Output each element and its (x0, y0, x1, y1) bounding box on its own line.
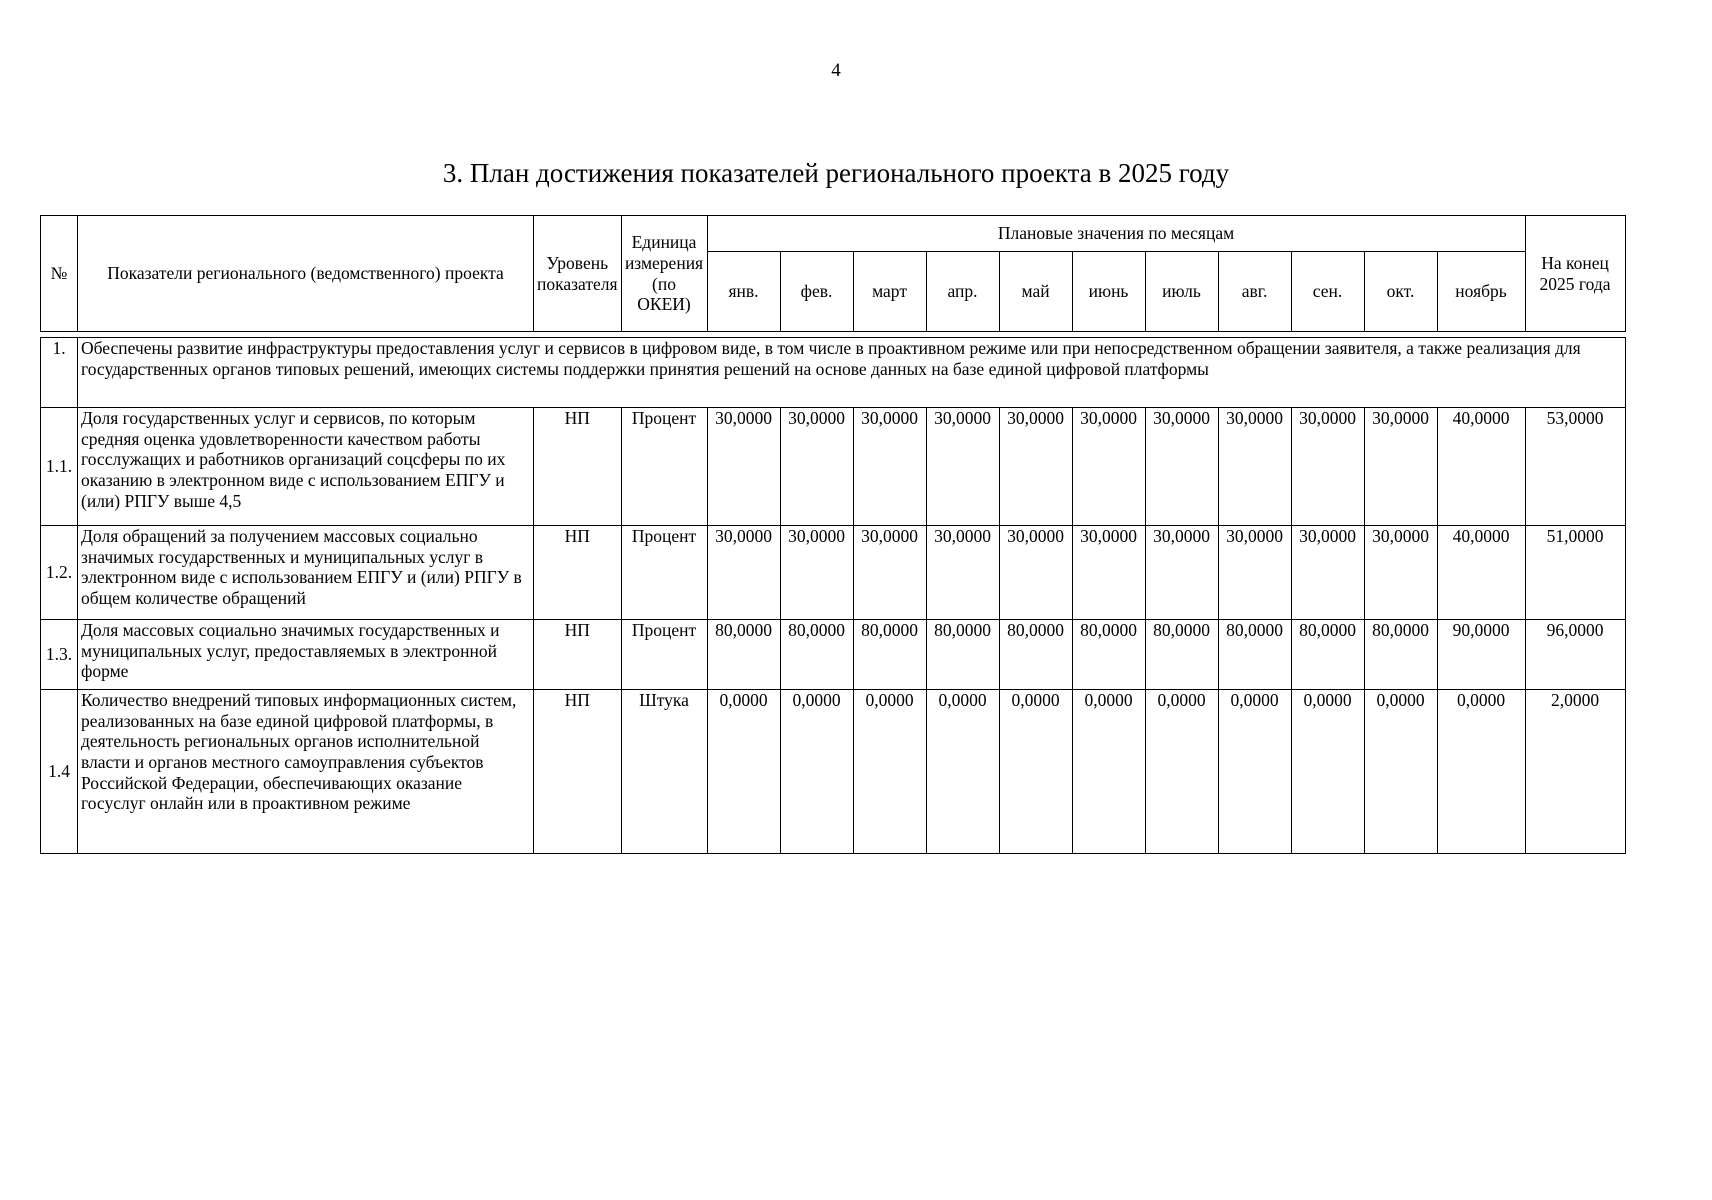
month-value: 0,0000 (1072, 690, 1145, 854)
month-value: 30,0000 (926, 408, 999, 526)
month-value: 30,0000 (780, 526, 853, 620)
indicator-level: НП (534, 690, 622, 854)
month-value: 0,0000 (707, 690, 780, 854)
indicator-level: НП (534, 408, 622, 526)
month-value: 80,0000 (1072, 620, 1145, 690)
indicator-unit: Процент (621, 526, 707, 620)
row-number: 1.1. (41, 408, 78, 526)
month-value: 40,0000 (1437, 408, 1525, 526)
month-value: 0,0000 (1145, 690, 1218, 854)
month-value: 30,0000 (999, 408, 1072, 526)
header-month: март (853, 252, 926, 332)
month-value: 30,0000 (1291, 526, 1364, 620)
month-value: 80,0000 (1145, 620, 1218, 690)
header-end-of-year: На конец 2025 года (1525, 216, 1625, 332)
month-value: 30,0000 (707, 526, 780, 620)
month-value: 30,0000 (707, 408, 780, 526)
end-of-year-value: 2,0000 (1525, 690, 1625, 854)
page-number: 4 (831, 60, 841, 81)
header-month: сен. (1291, 252, 1364, 332)
month-value: 0,0000 (926, 690, 999, 854)
indicator-unit: Штука (621, 690, 707, 854)
month-value: 30,0000 (1218, 526, 1291, 620)
header-planned-values: Плановые значения по месяцам (707, 216, 1525, 252)
month-value: 30,0000 (1364, 408, 1437, 526)
end-of-year-value: 96,0000 (1525, 620, 1625, 690)
indicator-level: НП (534, 526, 622, 620)
header-row-top (41, 216, 1626, 252)
month-value: 0,0000 (1218, 690, 1291, 854)
end-of-year-value: 53,0000 (1525, 408, 1625, 526)
header-no: № (41, 216, 78, 332)
indicator-name: Доля обращений за получением массовых социально значимых государственных и муниципальных услуг в электронном виде с использованием ЕПГУ и (или) РПГУ в общем количестве обращений (78, 526, 534, 620)
month-value: 30,0000 (853, 408, 926, 526)
month-value: 30,0000 (926, 526, 999, 620)
indicator-name: Доля массовых социально значимых государственных и муниципальных услуг, предоставляемых в электронной форме (78, 620, 534, 690)
header-month: фев. (780, 252, 853, 332)
month-value: 80,0000 (1291, 620, 1364, 690)
header-month: апр. (926, 252, 999, 332)
indicator-unit: Процент (621, 620, 707, 690)
end-of-year-value: 51,0000 (1525, 526, 1625, 620)
month-value: 80,0000 (1218, 620, 1291, 690)
table-row (41, 408, 1626, 526)
month-value: 30,0000 (780, 408, 853, 526)
month-value: 90,0000 (1437, 620, 1525, 690)
header-month: июль (1145, 252, 1218, 332)
month-value: 0,0000 (999, 690, 1072, 854)
indicator-name: Количество внедрений типовых информационных систем, реализованных на базе единой цифровой платформы, в деятельность региональных органов исполнительной власти и органов местного самоуправления субъектов Российской Федерации, обеспечивающих оказание госуслуг онлайн или в проактивном режиме (78, 690, 534, 854)
month-value: 30,0000 (1072, 408, 1145, 526)
header-month: авг. (1218, 252, 1291, 332)
row-number: 1.4 (41, 690, 78, 854)
month-value: 0,0000 (1364, 690, 1437, 854)
header-month: май (999, 252, 1072, 332)
month-value: 80,0000 (707, 620, 780, 690)
header-indicator: Показатели регионального (ведомственного) проекта (78, 216, 534, 332)
month-value: 30,0000 (1072, 526, 1145, 620)
header-month: ноябрь (1437, 252, 1525, 332)
month-value: 30,0000 (1145, 526, 1218, 620)
month-value: 0,0000 (780, 690, 853, 854)
indicators-plan-table (40, 215, 1626, 854)
month-value: 30,0000 (1145, 408, 1218, 526)
header-unit: Единица измерения (по ОКЕИ) (621, 216, 707, 332)
header-month: янв. (707, 252, 780, 332)
table-row (41, 690, 1626, 854)
month-value: 40,0000 (1437, 526, 1525, 620)
goal-text: Обеспечены развитие инфраструктуры предоставления услуг и сервисов в цифровом виде, в том числе в проактивном режиме или при непосредственном обращении заявителя, а также реализация для государственных органов типовых решений, имеющих системы поддержки принятия решений на основе данных на базе единой цифровой платформы (78, 338, 1626, 408)
indicator-level: НП (534, 620, 622, 690)
month-value: 80,0000 (999, 620, 1072, 690)
month-value: 30,0000 (999, 526, 1072, 620)
header-month: июнь (1072, 252, 1145, 332)
month-value: 80,0000 (853, 620, 926, 690)
month-value: 80,0000 (926, 620, 999, 690)
goal-number: 1. (41, 338, 78, 408)
row-number: 1.2. (41, 526, 78, 620)
table-row (41, 526, 1626, 620)
month-value: 30,0000 (1218, 408, 1291, 526)
month-value: 0,0000 (1291, 690, 1364, 854)
month-value: 80,0000 (780, 620, 853, 690)
month-value: 30,0000 (853, 526, 926, 620)
table-row (41, 620, 1626, 690)
page-title: 3. План достижения показателей регионального проекта в 2025 году (442, 158, 1230, 188)
month-value: 30,0000 (1291, 408, 1364, 526)
row-number: 1.3. (41, 620, 78, 690)
header-month: окт. (1364, 252, 1437, 332)
goal-row (41, 338, 1626, 408)
indicator-unit: Процент (621, 408, 707, 526)
month-value: 30,0000 (1364, 526, 1437, 620)
indicator-name: Доля государственных услуг и сервисов, по которым средняя оценка удовлетворенности качеством работы госслужащих и работников организаций соцсферы по их оказанию в электронном виде с использованием ЕПГУ и (или) РПГУ выше 4,5 (78, 408, 534, 526)
month-value: 0,0000 (853, 690, 926, 854)
header-level: Уровень показателя (534, 216, 622, 332)
month-value: 80,0000 (1364, 620, 1437, 690)
month-value: 0,0000 (1437, 690, 1525, 854)
